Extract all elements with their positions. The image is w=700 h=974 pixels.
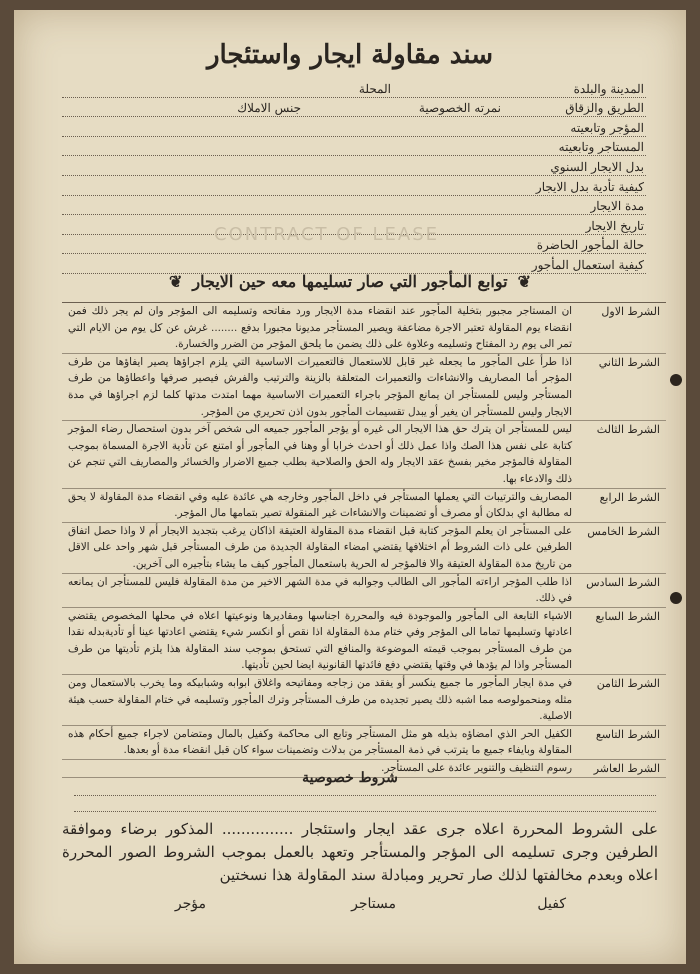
closing-paragraph: على الشروط المحررة اعلاه جرى عقد ايجار واستئجار ............... المذكور برضاء وموافقة الطرفين وجرى تسليمه الى المؤجر والمستأجر وتعهد بالعمل بموجب الشروط الصور المحررة اعلاه وبعدم مخالفتها لذلك صار تحرير ومبادلة سند المقاولة هذا نسختين — [62, 820, 658, 884]
condition-row — [62, 421, 666, 488]
special-conditions-line — [74, 794, 656, 796]
signature-tenant: مستاجر — [351, 896, 396, 912]
condition-row — [62, 303, 666, 354]
condition-label: الشرط التاسع — [595, 727, 660, 741]
condition-text: الاشياء التابعة الى المأجور والموجودة فيه والمحررة اجناسها ومقاديرها ونوعيتها اعلاه في محلها المخصوص يقتضي اعادتها وتسليمها تماما الى المؤجر وفي ختام مدة المقاولة اذا نقص أو انكسر شيء يقتضي اعادتها عينا أو تأديةبدله نقدا من طرف المستأجر بموجب قيمته الموضوعة والمنافع التي تستحق بموجب سند المقاولة هذا يلزم تأديتها من طرف المستأجر واذا لم يؤدها في وقتها يقتضي دفع فائدتها القانونية ايضا لحين تأديتها. — [68, 609, 572, 672]
condition-label: الشرط الثامن — [596, 677, 660, 691]
condition-text: الكفيل الحر الذي امضاؤه بذيله هو مثل المستأجر وتابع الى محاكمة وكفيل بالمال ومتضامن لاجراء جميع أحكام هذه المقاولة وبايفاء جميع ما يترتب في ذمة المستأجر من بدلات وتضمينات سواء كان قبل انقضاء مدة أو بعدها. — [68, 727, 572, 757]
field-label: المستاجر وتابعيته — [558, 140, 644, 155]
field-lease-duration — [62, 196, 646, 216]
field-property-usage — [62, 254, 646, 274]
condition-text: في مدة ايجار المأجور ما جميع ينكسر أو يفقد من زجاجه ومفاتيحه واغلاق ابوابه وشبابيكه وما يخرب بالاستعمال ومن مثله ومنحمولوصه مما اشبه ذلك يصير تجديده من طرف المستأجر وترك المأجور وتسليمه في ختام المقاولة حسب هيئة الاصلية. — [68, 677, 572, 723]
condition-text: رسوم التنظيف والتنوير عائدة على المستأجر. — [381, 762, 572, 775]
condition-text: اذا طرأ على المأجور ما يجعله غير قابل للاستعمال فالتعميرات الاساسية التي يلزم اجراؤها يصير ايفاؤها من طرف المؤجر أما المصاريف والانشاءات والتعميرات المتعلقة بالزينة والترتيب والفرش فيصير صرفها واعطاؤها من طرف المستأجر وليس للمستأجر ان يمانع المؤجر باجراء التعميرات الاساسية مهما امتدت مدتها كلما لزم اجراؤها في مدة الايجار وليس للمستأجر ان يغير أو يبدل تقسيمات المأجور بدون اذن تحريري من المؤجر. — [68, 355, 572, 418]
condition-row — [62, 523, 666, 574]
section-subtitle — [14, 272, 686, 291]
ornament-icon: ❦ — [168, 272, 183, 291]
condition-text: ليس للمستأجر ان يترك حق هذا الايجار الى غيره أو يؤجر المأجور جميعه الى شخص آخر بدون استحصال رضاء المؤجر كتابة على نفس هذا الصك واذا عمل ذلك أو احدث خرابا أو وهنا في المأجور أو امتنع عن تأدية الاجرة المسماة بموجب المقاولة فالمؤجر مخير بفسخ عقد الايجار وله الحق والصلاحية بطلب جميع الاضرار والخسائر والمصاريف التي تنجم عن ذلك والادعاء بها. — [68, 423, 572, 485]
condition-label: الشرط السابع — [595, 609, 660, 623]
field-tenant — [62, 137, 646, 157]
field-label: كيفية استعمال المأجور — [531, 257, 644, 272]
condition-label: الشرط الرابع — [599, 490, 660, 504]
condition-label: الشرط الخامس — [587, 524, 660, 538]
signature-guarantor: كفيل — [537, 896, 566, 912]
punch-hole-icon — [670, 592, 682, 604]
field-label: بدل الايجار السنوي — [550, 159, 644, 174]
field-annual-rent — [62, 156, 646, 176]
condition-label: الشرط الاول — [601, 305, 660, 318]
condition-label: الشرط السادس — [586, 575, 660, 589]
condition-text: اذا طلب المؤجر اراءته المأجور الى الطالب وجوالبه في مدة الشهر الاخير من مدة المقاولة فليس للمستأجر ان يمانعه في ذلك. — [68, 575, 572, 605]
condition-row — [62, 354, 666, 421]
field-sublabel: نمرته الخصوصية — [418, 101, 501, 116]
condition-row — [62, 608, 666, 675]
condition-row — [62, 574, 666, 608]
condition-label: الشرط العاشر — [593, 762, 660, 776]
field-label: تاريخ الايجار — [585, 218, 644, 233]
special-conditions-line — [74, 810, 656, 812]
condition-row — [62, 675, 666, 726]
field-label: كيفية تأدية بدل الايجار — [535, 179, 644, 194]
field-label: مدة الايجار — [590, 199, 644, 214]
conditions-table — [62, 302, 666, 778]
special-conditions-title: شروط خصوصية — [302, 770, 398, 786]
field-city — [62, 78, 646, 98]
condition-label: الشرط الثالث — [596, 423, 660, 437]
condition-text: ان المستاجر مجبور بتخلية المأجور عند انقضاء مدة الايجار ورد مفاتحه وتسليمه الى المؤجر وان لم يجر ذلك فمن انقضاء يوم المقاولة تعتبر الاجرة مضاعفة ويصير المستأجر مديونا مجبورا بدفع ........ غرش عن كل يوم من الايام التي تمر الى يوم رد المفتاح وتسليمه وعلاوة على ذلك يضمن ما يلحق المؤجر من الضرر والخسارة. — [68, 305, 572, 351]
field-label: المؤجر وتابعيته — [570, 120, 644, 135]
punch-hole-icon — [670, 374, 682, 386]
field-label: الطريق والزقاق — [565, 101, 644, 116]
condition-text: المصاريف والترتيبات التي يعملها المستأجر في داخل المأجور وخارجه هي عائدة عليه وفي انقضاء مدة المقاولة لا يحق له مطالبة اي بدلكان أو مصرف أو تضمينات والانشاءات غير المنقولة تصير بتمامها مال المؤجر. — [68, 490, 572, 520]
condition-row — [62, 489, 666, 523]
subtitle-text: توابع المأجور التي صار تسليمها معه حين الايجار — [192, 272, 508, 291]
field-sublabel: جنس الاملاك — [237, 101, 301, 116]
condition-label: الشرط الثاني — [598, 355, 660, 369]
field-lessor — [62, 117, 646, 137]
field-payment-method — [62, 176, 646, 196]
ornament-icon: ❦ — [517, 272, 531, 291]
document-title: سند مقاولة ايجار واستئجار — [206, 40, 494, 70]
watermark-text: CONTRACT OF LEASE — [214, 224, 440, 245]
field-label: حالة المأجور الحاضرة — [536, 238, 644, 253]
field-label: المدينة والبلدة — [573, 81, 644, 96]
lease-contract-page — [14, 10, 686, 964]
field-street — [62, 98, 646, 118]
condition-text: على المستأجر ان يعلم المؤجر كتابة قبل انقضاء مدة المقاولة العتيقة اذاكان يرغب بتجديد الايجار أم لا واذا حصل اتفاق الطرفين على ذات الشروط أم اختلافها يقتضي امضاء المقاولة الجديدة من طرف المستأجر قبل شهر واحد على الاقل من تاريخ مدة المقاولة العتيقة والا فالمؤجر له الحرية باستعمال المأجور كيف ما يشاء بتأجيره الى آخرين. — [68, 524, 572, 570]
signature-lessor: مؤجر — [174, 896, 206, 912]
field-sublabel: المحلة — [358, 81, 391, 96]
condition-row — [62, 726, 666, 760]
